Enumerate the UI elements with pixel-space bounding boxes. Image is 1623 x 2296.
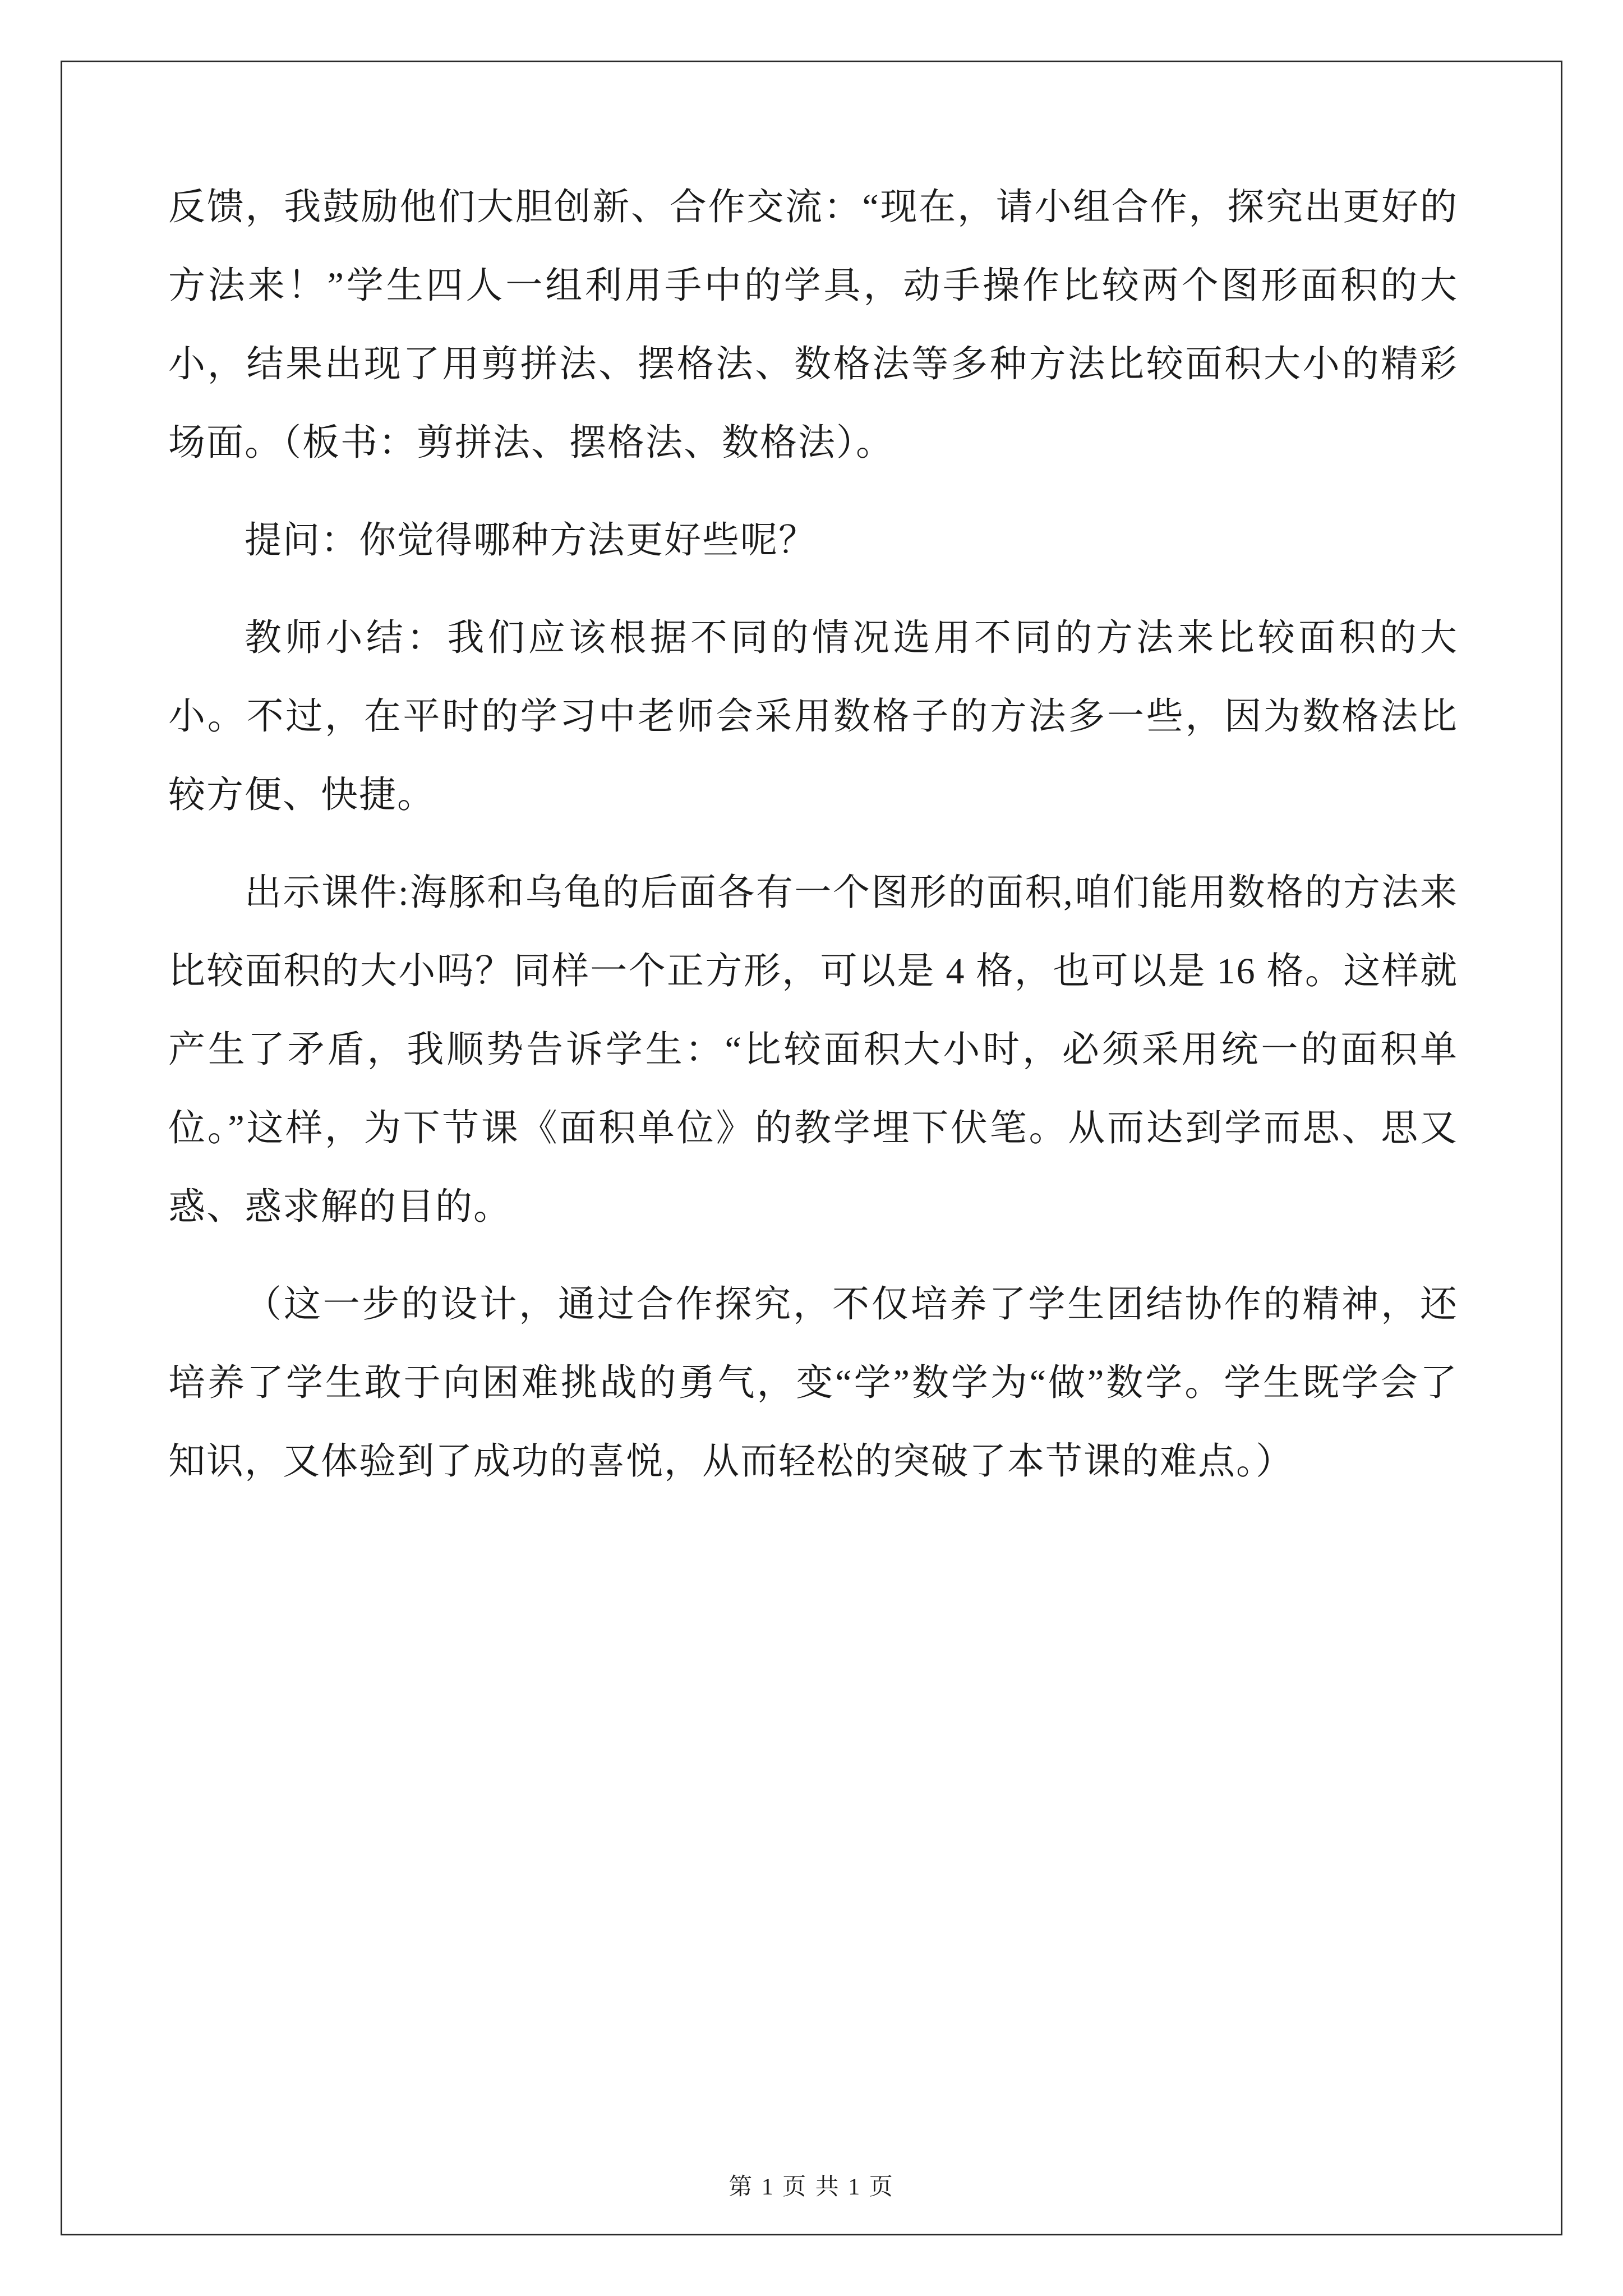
page-footer: 第 1 页 共 1 页 (728, 2174, 895, 2200)
paragraph-2: 提问：你觉得哪种方法更好些呢？ (245, 520, 817, 561)
paragraph-5: （这一步的设计，通过合作探究，不仅培养了学生团结协作的精神，还培养了学生敢于向困难挑战的勇气，变“学”数学为“做”数学。学生既学会了知识，又体验到了成功的喜悦，从而轻松的突破了本节课的难点。） (168, 1284, 1458, 1482)
paragraph-3: 教师小结：我们应该根据不同的情况选用不同的方法来比较面积的大小。不过，在平时的学习中老师会采用数格子的方法多一些，因为数格法比较方便、快捷。 (168, 618, 1458, 816)
paragraph-1: 反馈，我鼓励他们大胆创新、合作交流：“现在，请小组合作，探究出更好的方法来！”学生四人一组利用手中的学具，动手操作比较两个图形面积的大小，结果出现了用剪拼法、摆格法、数格法等多种方法比较面积大小的精彩场面。（板书：剪拼法、摆格法、数格法）。 (168, 187, 1458, 463)
paragraph-4: 出示课件:海豚和乌龟的后面各有一个图形的面积,咱们能用数格的方法来比较面积的大小吗？同样一个正方形，可以是 4 格，也可以是 16 格。这样就产生了矛盾，我顺势告诉学生：“比较面积大小时，必须采用统一的面积单位。”这样，为下节课《面积单位》的教学埋下伏笔。从而达到学而思、思又惑、惑求解的目的。 (168, 872, 1458, 1227)
document-body (168, 168, 1458, 1504)
